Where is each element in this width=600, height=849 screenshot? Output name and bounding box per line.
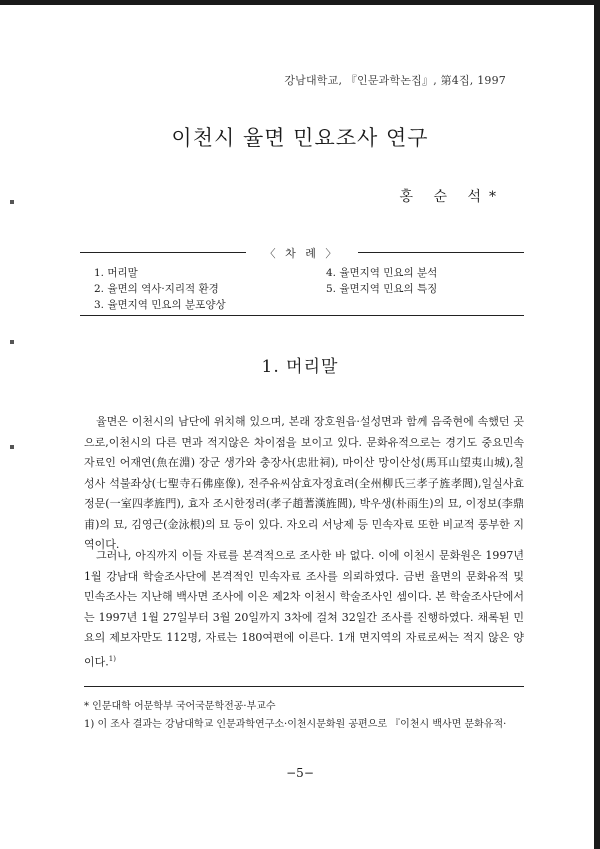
footnote-divider [84,686,524,687]
toc-item: 2. 율면의 역사·지리적 환경 [94,283,219,295]
toc-item: 5. 율면지역 민요의 특징 [326,283,438,295]
journal-citation: 강남대학교, 『인문과학논집』, 第4집, 1997 [284,74,506,87]
table-of-contents [80,247,524,316]
scan-border-top [0,0,600,5]
footnote-marker: 1) [108,654,116,663]
section-heading: 1. 머리말 [261,357,339,377]
body-paragraph [84,546,524,673]
footnote: 1) 이 조사 결과는 강남대학교 인문과학연구소·이천시문화원 공편으로 『이천시 백사면 문화유적· [84,719,507,730]
toc-column-left [94,265,226,313]
body-paragraph: 율면은 이천시의 남단에 위치해 있으며, 본래 장호원읍·설성면과 함께 음죽현에 속했던 곳으로,이천시의 다른 면과 적지않은 차이점을 보이고 있다. 문화유적으로는 경기도 중요민속자료인 어재연(魚在淵) 장군 생가와 충장사(忠壯祠), 마이산 망이산성(馬耳山望夷山城),칠성사 석불좌상(七聖寺石佛座像), 전주유씨삼효자정효려(全州柳氏三孝子旌孝閭),일실사효정문(一室四孝旌門), 효자 조시한정려(孝子趙蓍漢旌閭), 박우생(朴雨生)의 묘, 이정보(李鼎甫)의 묘, 김영근(金泳根)의 묘 등이 있다. 자오리 서낭제 등 민속자료 또한 비교적 풍부한 지역이다. [84,415,524,551]
paragraph-text: 그러나, 아직까지 이들 자료를 본격적으로 조사한 바 없다. 이에 이천시 문화원은 1997년 1월 강남대 학술조사단에 본격적인 민속자료 조사를 의뢰하였다. 금번 율면의 문화유적 및 민속조사는 지난해 백사면 조사에 이은 제2차 이천시 학술조사인 셈이다. 본 학술조사단에서는 1997년 1월 27일부터 3월 20일까지 3차에 걸쳐 32일간 조사를 진행하였다. 채록된 민요의 제보자만도 112명, 자료는 180여편에 이른다. 1개 면지역의 자료로써는 적지 않은 양이다. [84,549,524,669]
page-number: −5− [286,766,314,780]
author-name: 홍 순 석* [399,189,504,205]
toc-title-text: 차 례 [285,247,319,260]
toc-title [246,245,358,261]
scan-edge-mark [10,340,14,344]
footnote: * 인문대학 어문학부 국어국문학전공·부교수 [84,701,276,712]
scan-edge-mark [10,445,14,449]
scan-edge-mark [10,200,14,204]
paper-title: 이천시 율면 민요조사 연구 [171,126,429,150]
toc-title-right-bracket: 〉 [325,247,340,260]
toc-title-left-bracket: 〈 [264,247,279,260]
toc-column-right [326,265,437,297]
toc-item: 4. 율면지역 민요의 분석 [326,267,438,279]
toc-item: 1. 머리말 [94,267,138,279]
toc-item: 3. 율면지역 민요의 분포양상 [94,299,226,311]
